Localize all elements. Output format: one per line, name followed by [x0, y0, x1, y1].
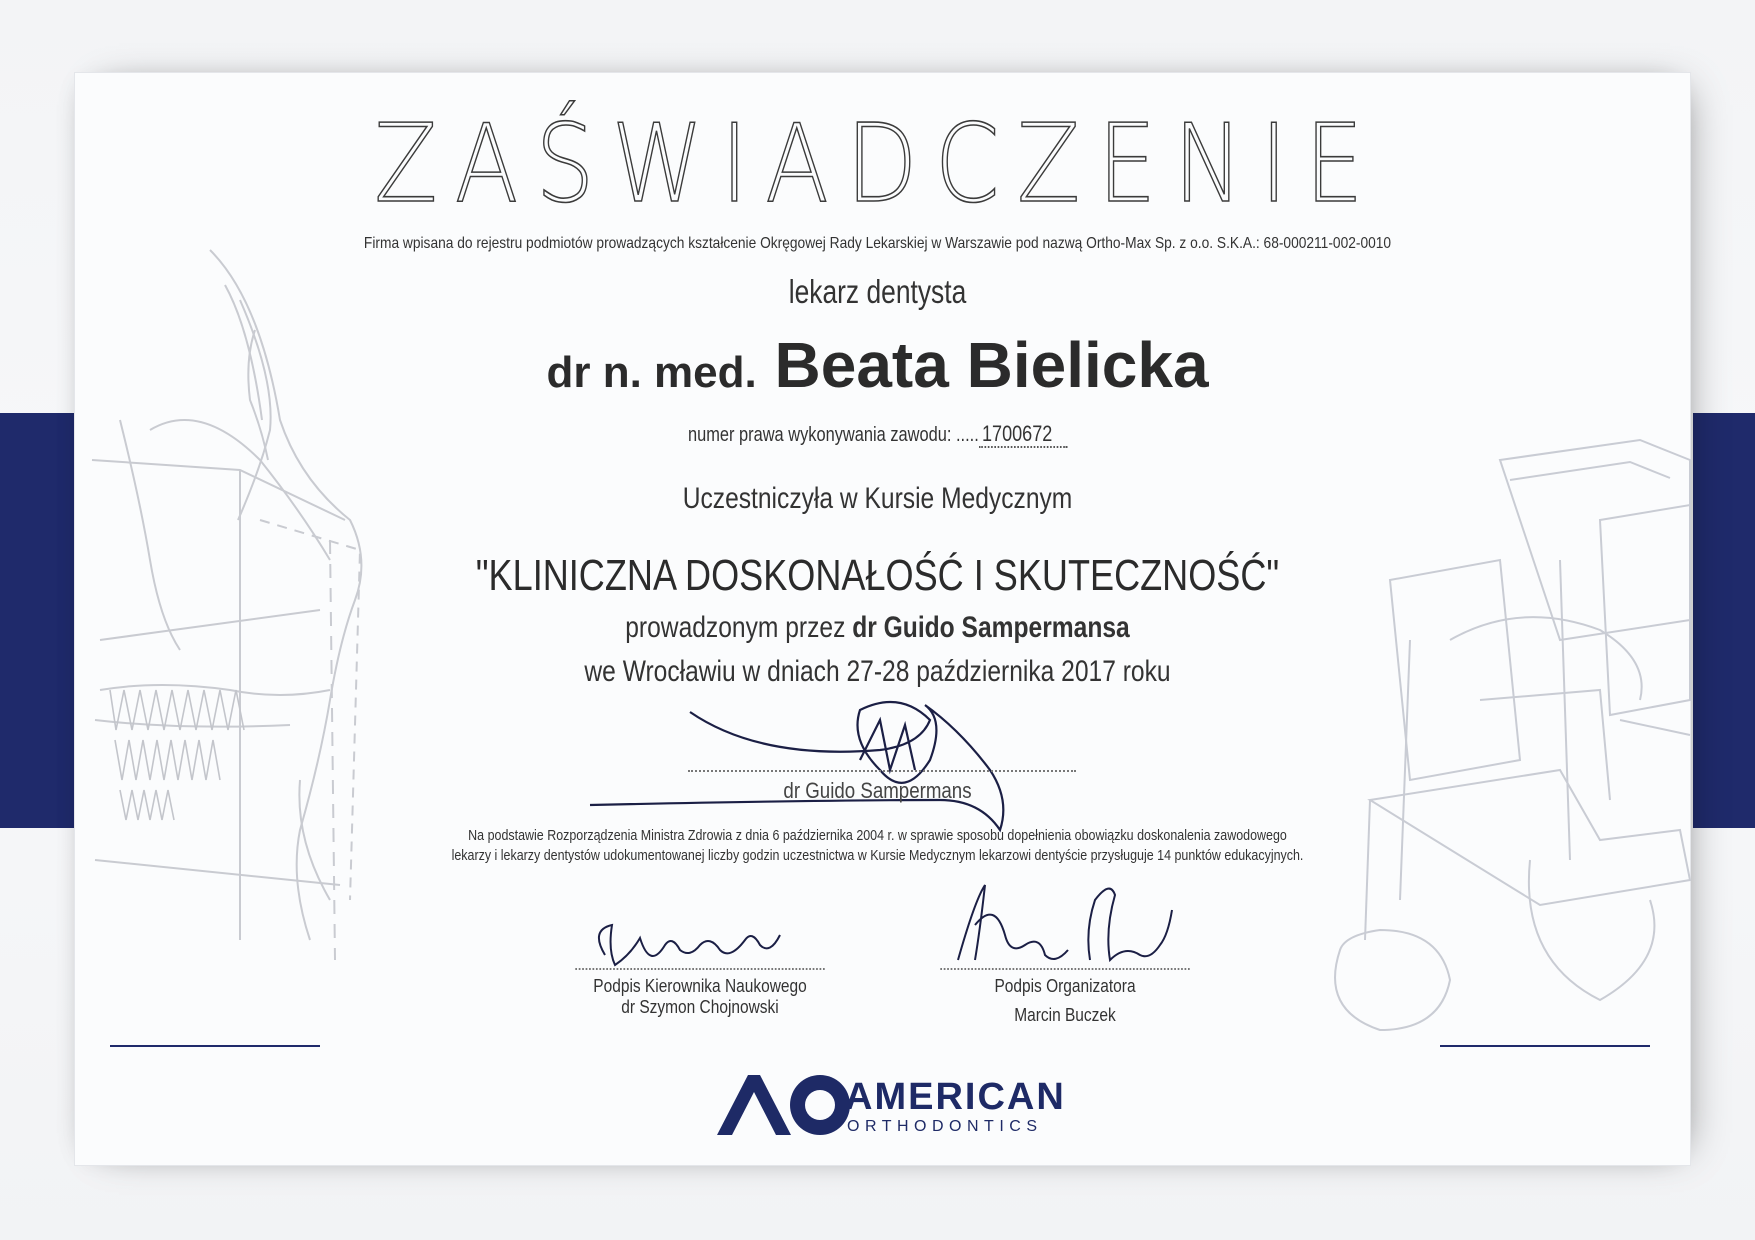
name-main: Beata Bielicka	[774, 329, 1209, 401]
signature-dotted-line	[940, 968, 1189, 970]
legal-line-2: lekarzy i lekarzy dentystów udokumentowanej liczby godzin uczestnictwa w Kursie Medycznym lekarzowi dentyście przysługuje 14 punktów edukacyjnych.	[451, 848, 1304, 864]
bottom-right-rule	[1440, 1045, 1650, 1047]
name-prefix: dr n. med.	[546, 348, 757, 397]
logo-wordmark-orthodontics: ORTHODONTICS	[847, 1118, 1043, 1135]
sig-right-label: Podpis Organizatora	[994, 976, 1136, 996]
course-lecturer-line	[158, 611, 1597, 645]
sig-left-name: dr Szymon Chojnowski	[621, 997, 779, 1017]
certificate-title: ZAŚWIADCZENIE	[374, 102, 1381, 227]
logo-wordmark-american: AMERICAN	[845, 1076, 1066, 1118]
course-title: "KLINICZNA DOSKONAŁOŚĆ I SKUTECZNOŚĆ"	[475, 551, 1280, 600]
sig-left-label: Podpis Kierownika Naukowego	[593, 976, 807, 996]
signature-dotted-line	[575, 968, 824, 970]
lecturer-prefix: prowadzonym przez	[625, 611, 846, 644]
bottom-left-rule	[110, 1045, 320, 1047]
lecturer-signature-line	[688, 770, 1076, 772]
firm-registration-note: Firma wpisana do rejestru podmiotów prowadzących kształcenie Okręgowej Rady Lekarskiej w Warszawie pod nazwą Ortho-Max Sp. z o.o. S.K.A.: 68-000211-002-0010	[363, 235, 1392, 252]
recipient-name	[0, 328, 1755, 402]
american-orthodontics-logo	[717, 1074, 1066, 1138]
licence-label: numer prawa wykonywania zawodu: .....	[687, 424, 979, 446]
lecturer-name: dr Guido Sampermansa	[852, 611, 1130, 644]
legal-line-1: Na podstawie Rozporządzenia Ministra Zdrowia z dnia 6 października 2004 r. w sprawie sposobu dopełnienia obowiązku doskonalenia zawodowego	[468, 828, 1287, 844]
licence-number-line	[158, 421, 1597, 447]
right-signature	[958, 885, 1172, 960]
bracket-sketch	[1335, 440, 1690, 1030]
participation-text: Uczestniczyła w Kursie Medycznym	[682, 482, 1073, 515]
organizer-signature	[920, 968, 1210, 1026]
sig-right-name: Marcin Buczek	[1014, 1005, 1116, 1025]
lecturer-signature-label: dr Guido Sampermans	[783, 778, 972, 803]
legal-basis-text	[123, 826, 1632, 866]
place-and-date: we Wrocławiu w dniach 27-28 października 2017 roku	[584, 655, 1171, 688]
scientific-director-signature	[555, 968, 845, 1018]
lecturer-signature	[590, 702, 1003, 830]
licence-number: 1700672	[979, 421, 1067, 448]
recipient-role: lekarz dentysta	[788, 273, 967, 310]
left-signature	[599, 925, 780, 965]
